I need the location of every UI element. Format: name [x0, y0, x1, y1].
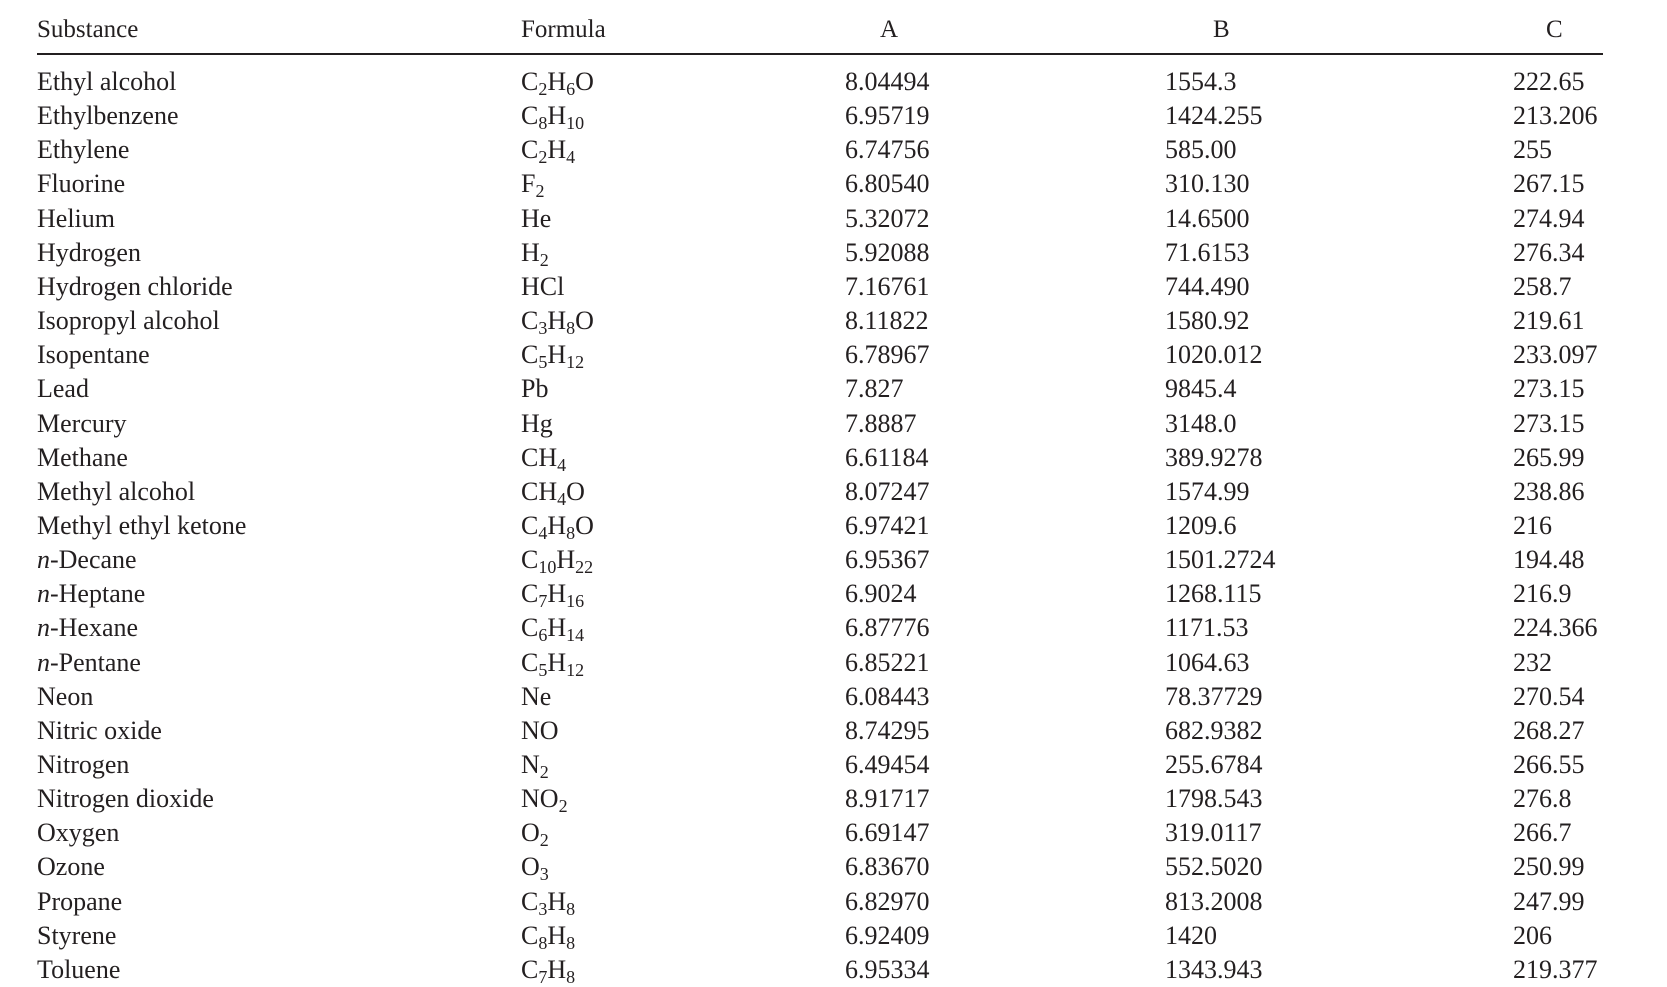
formula-cell: $C_8H_{10}$: [521, 101, 585, 133]
value-c-cell: 219.61: [1513, 306, 1585, 335]
value-c-cell: 274.94: [1513, 204, 1585, 233]
formula-cell: Pb: [521, 374, 549, 403]
value-b-cell: 813.2008: [1165, 887, 1263, 916]
value-c-cell: 222.65: [1513, 67, 1585, 96]
substance-cell: Isopropyl alcohol: [37, 306, 220, 335]
substance-cell: Fluorine: [37, 169, 126, 198]
substance-cell: Nitrogen dioxide: [37, 784, 214, 813]
value-c-cell: 266.7: [1513, 818, 1572, 847]
value-a-cell: 6.82970: [845, 887, 930, 916]
formula-cell: $C_4H_8O$: [521, 511, 594, 543]
value-a-cell: 8.07247: [845, 477, 930, 506]
formula-cell: $C_2H_6O$: [521, 67, 594, 99]
formula-cell: $C_3H_8$: [521, 887, 576, 919]
header-substance: Substance: [37, 16, 139, 43]
substance-cell: Methane: [37, 443, 128, 472]
value-c-cell: 276.8: [1513, 784, 1572, 813]
formula-cell: $C_3H_8O$: [521, 306, 594, 338]
formula-cell: $N_2$: [521, 750, 549, 782]
substance-cell: Nitric oxide: [37, 716, 162, 745]
value-c-cell: 238.86: [1513, 477, 1585, 506]
value-b-cell: 9845.4: [1165, 374, 1237, 403]
value-b-cell: 1343.943: [1165, 955, 1263, 984]
value-a-cell: 6.83670: [845, 852, 930, 881]
value-b-cell: 1798.543: [1165, 784, 1263, 813]
substance-cell: Isopentane: [37, 340, 150, 369]
value-b-cell: 1574.99: [1165, 477, 1250, 506]
substance-cell: Toluene: [37, 955, 121, 984]
substance-prefix: n: [37, 648, 50, 677]
substance-cell: n-Heptane: [37, 579, 146, 608]
substance-cell: Mercury: [37, 409, 127, 438]
value-a-cell: 6.97421: [845, 511, 930, 540]
value-c-cell: 206: [1513, 921, 1552, 950]
value-a-cell: 7.16761: [845, 272, 930, 301]
value-c-cell: 266.55: [1513, 750, 1585, 779]
value-a-cell: 6.95719: [845, 101, 930, 130]
header-c: C: [1546, 16, 1563, 43]
value-c-cell: 232: [1513, 648, 1552, 677]
formula-cell: $O_3$: [521, 852, 549, 884]
value-a-cell: 6.74756: [845, 135, 930, 164]
substance-cell: n-Pentane: [37, 648, 141, 677]
value-a-cell: 6.92409: [845, 921, 930, 950]
value-c-cell: 270.54: [1513, 682, 1585, 711]
formula-cell: $NO_2$: [521, 784, 568, 816]
value-a-cell: 8.04494: [845, 67, 930, 96]
value-c-cell: 216: [1513, 511, 1552, 540]
value-b-cell: 552.5020: [1165, 852, 1263, 881]
value-b-cell: 14.6500: [1165, 204, 1250, 233]
value-b-cell: 1424.255: [1165, 101, 1263, 130]
value-b-cell: 1171.53: [1165, 613, 1249, 642]
value-b-cell: 1501.2724: [1165, 545, 1276, 574]
substance-prefix: n: [37, 579, 50, 608]
value-a-cell: 8.91717: [845, 784, 930, 813]
formula-cell: $F_2$: [521, 169, 545, 201]
value-c-cell: 194.48: [1513, 545, 1585, 574]
value-b-cell: 1020.012: [1165, 340, 1263, 369]
formula-cell: $H_2$: [521, 238, 549, 270]
substance-cell: Ozone: [37, 852, 105, 881]
formula-cell: HCl: [521, 272, 565, 301]
substance-cell: Styrene: [37, 921, 117, 950]
value-c-cell: 265.99: [1513, 443, 1585, 472]
value-c-cell: 273.15: [1513, 374, 1585, 403]
formula-cell: He: [521, 204, 552, 233]
value-a-cell: 8.11822: [845, 306, 929, 335]
value-c-cell: 255: [1513, 135, 1552, 164]
value-b-cell: 1268.115: [1165, 579, 1262, 608]
formula-cell: Ne: [521, 682, 552, 711]
substance-cell: Ethyl alcohol: [37, 67, 177, 96]
value-a-cell: 6.87776: [845, 613, 930, 642]
value-a-cell: 6.69147: [845, 818, 930, 847]
header-rule: [37, 53, 1603, 55]
value-b-cell: 1064.63: [1165, 648, 1250, 677]
value-c-cell: 219.377: [1513, 955, 1598, 984]
substance-cell: Nitrogen: [37, 750, 130, 779]
formula-cell: $C_5H_{12}$: [521, 648, 585, 680]
formula-cell: $C_{10}H_{22}$: [521, 545, 594, 577]
value-c-cell: 258.7: [1513, 272, 1572, 301]
value-a-cell: 6.85221: [845, 648, 930, 677]
formula-cell: Hg: [521, 409, 553, 438]
formula-cell: $C_7H_{16}$: [521, 579, 585, 611]
header-formula: Formula: [521, 16, 606, 43]
value-a-cell: 5.92088: [845, 238, 930, 267]
header-a: A: [880, 16, 899, 43]
formula-cell: NO: [521, 716, 559, 745]
value-a-cell: 5.32072: [845, 204, 930, 233]
value-a-cell: 6.61184: [845, 443, 929, 472]
value-c-cell: 233.097: [1513, 340, 1598, 369]
value-a-cell: 6.49454: [845, 750, 930, 779]
value-c-cell: 267.15: [1513, 169, 1585, 198]
substance-cell: Propane: [37, 887, 123, 916]
substance-cell: Hydrogen: [37, 238, 141, 267]
value-c-cell: 250.99: [1513, 852, 1585, 881]
value-c-cell: 247.99: [1513, 887, 1585, 916]
value-a-cell: 6.80540: [845, 169, 930, 198]
formula-cell: $C_2H_4$: [521, 135, 576, 167]
value-b-cell: 71.6153: [1165, 238, 1250, 267]
value-a-cell: 6.95334: [845, 955, 930, 984]
value-c-cell: 213.206: [1513, 101, 1598, 130]
value-c-cell: 273.15: [1513, 409, 1585, 438]
value-c-cell: 268.27: [1513, 716, 1585, 745]
value-c-cell: 276.34: [1513, 238, 1585, 267]
substance-cell: Oxygen: [37, 818, 120, 847]
value-b-cell: 1580.92: [1165, 306, 1250, 335]
value-a-cell: 7.8887: [845, 409, 917, 438]
header-b: B: [1213, 16, 1230, 43]
substance-cell: Methyl alcohol: [37, 477, 196, 506]
value-a-cell: 7.827: [845, 374, 904, 403]
substance-cell: Hydrogen chloride: [37, 272, 233, 301]
value-a-cell: 6.78967: [845, 340, 930, 369]
formula-cell: $C_7H_8$: [521, 955, 576, 987]
value-b-cell: 78.37729: [1165, 682, 1263, 711]
value-b-cell: 3148.0: [1165, 409, 1237, 438]
formula-cell: $CH_4$: [521, 443, 567, 475]
value-b-cell: 255.6784: [1165, 750, 1263, 779]
value-b-cell: 1420: [1165, 921, 1217, 950]
value-c-cell: 216.9: [1513, 579, 1572, 608]
value-b-cell: 319.0117: [1165, 818, 1262, 847]
value-b-cell: 1209.6: [1165, 511, 1237, 540]
formula-cell: $C_8H_8$: [521, 921, 576, 953]
value-a-cell: 6.08443: [845, 682, 930, 711]
substance-cell: Ethylene: [37, 135, 130, 164]
substance-cell: Helium: [37, 204, 115, 233]
substance-cell: Lead: [37, 374, 89, 403]
value-b-cell: 585.00: [1165, 135, 1237, 164]
value-b-cell: 389.9278: [1165, 443, 1263, 472]
substance-cell: n-Decane: [37, 545, 137, 574]
formula-cell: $C_5H_{12}$: [521, 340, 585, 372]
value-b-cell: 1554.3: [1165, 67, 1237, 96]
formula-cell: $O_2$: [521, 818, 549, 850]
value-b-cell: 310.130: [1165, 169, 1250, 198]
value-a-cell: 6.95367: [845, 545, 930, 574]
value-a-cell: 8.74295: [845, 716, 930, 745]
substance-cell: Methyl ethyl ketone: [37, 511, 247, 540]
substance-cell: Neon: [37, 682, 94, 711]
value-b-cell: 682.9382: [1165, 716, 1263, 745]
value-c-cell: 224.366: [1513, 613, 1598, 642]
substance-cell: Ethylbenzene: [37, 101, 179, 130]
substance-prefix: n: [37, 545, 50, 574]
formula-cell: $C_6H_{14}$: [521, 613, 585, 645]
substance-cell: n-Hexane: [37, 613, 139, 642]
substance-prefix: n: [37, 613, 50, 642]
value-a-cell: 6.9024: [845, 579, 917, 608]
formula-cell: $CH_4O$: [521, 477, 585, 509]
value-b-cell: 744.490: [1165, 272, 1250, 301]
